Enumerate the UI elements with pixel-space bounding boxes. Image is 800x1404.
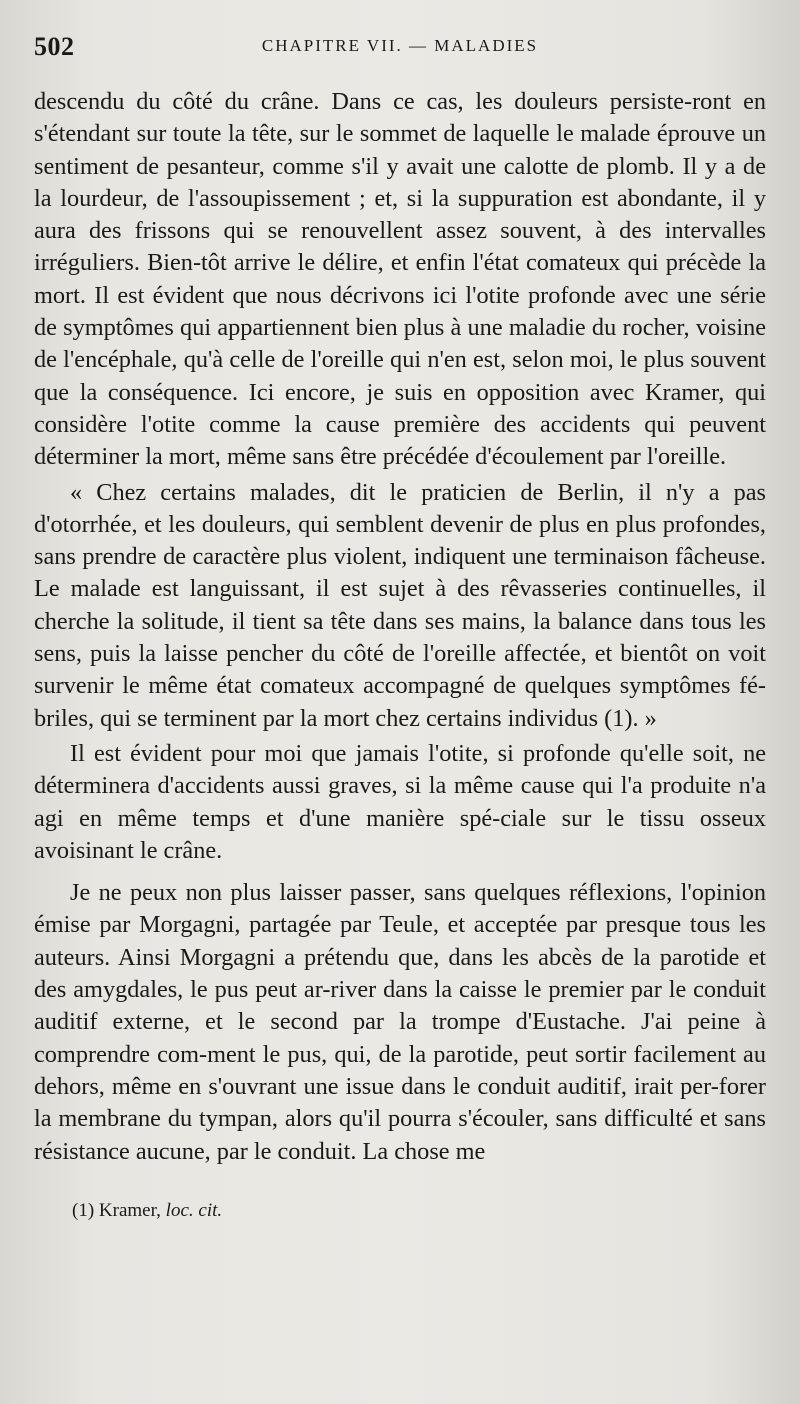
footnote [34, 1198, 766, 1224]
running-head: CHAPITRE VII. — MALADIES [261, 36, 539, 55]
paragraph: Il est évident pour moi que jamais l'otite, si profonde qu'elle soit, ne déterminera d'accidents aussi graves, si la même cause qui l'a produite n'a agi en même temps et d'une manière spé-ciale sur le tissu osseux avoisinant le crâne. [34, 739, 766, 864]
paragraph: « Chez certains malades, dit le praticien de Berlin, il n'y a pas d'otorrhée, et les douleurs, qui semblent devenir de plus en plus profondes, sans prendre de caractère plus violent, indiquent une terminaison fâcheuse. Le malade est languissant, il est sujet à des rêvasseries continuelles, il cherche la solitude, il tient sa tête dans ses mains, la balance dans tous les sens, puis la laisse pencher du côté de l'oreille affectée, et bientôt on voit survenir le même état comateux accompagné de quelques symptômes fé-briles, qui se terminent par la mort chez certains individus (1). » [34, 478, 766, 732]
body-text [34, 86, 766, 1168]
paragraph: Je ne peux non plus laisser passer, sans quelques réflexions, l'opinion émise par Morgagni, partagée par Teule, et acceptée par presque tous les auteurs. Ainsi Morgagni a prétendu que, dans les abcès de la parotide et des amygdales, le pus peut ar-river dans la caisse le premier par le conduit auditif externe, et le second par la trompe d'Eustache. J'ai peine à comprendre com-ment le pus, qui, de la parotide, peut sortir facilement au dehors, même en s'ouvrant une issue dans le conduit auditif, irait per-forer la membrane du tympan, alors qu'il pourra s'écouler, sans difficulté et sans résistance aucune, par le conduit. La chose me [34, 879, 766, 1165]
paragraph: descendu du côté du crâne. Dans ce cas, les douleurs persiste-ront en s'étendant sur toute la tête, sur le sommet de laquelle le malade éprouve un sentiment de pesanteur, comme s'il y avait une calotte de plomb. Il y a de la lourdeur, de l'assoupissement ; et, si la suppuration est abondante, il y aura des frissons qui se renouvellent assez souvent, à des intervalles irréguliers. Bien-tôt arrive le délire, et enfin l'état comateux qui précède la mort. Il est évident que nous décrivons ici l'otite profonde avec une série de symptômes qui appartiennent bien plus à une maladie du rocher, voisine de l'encéphale, qu'à celle de l'oreille qui n'en est, selon moi, le plus souvent que la conséquence. Ici encore, je suis en opposition avec Kramer, qui considère l'otite comme la cause première des accidents qui peuvent déterminer la mort, même sans être précédée d'écoulement par l'oreille. [34, 88, 766, 471]
page-number: 502 [34, 32, 75, 61]
footnote-marker: (1) [72, 1199, 95, 1221]
footnote-author: Kramer, [98, 1199, 161, 1221]
page-header [34, 30, 766, 86]
footnote-reference: loc. cit. [165, 1199, 223, 1221]
